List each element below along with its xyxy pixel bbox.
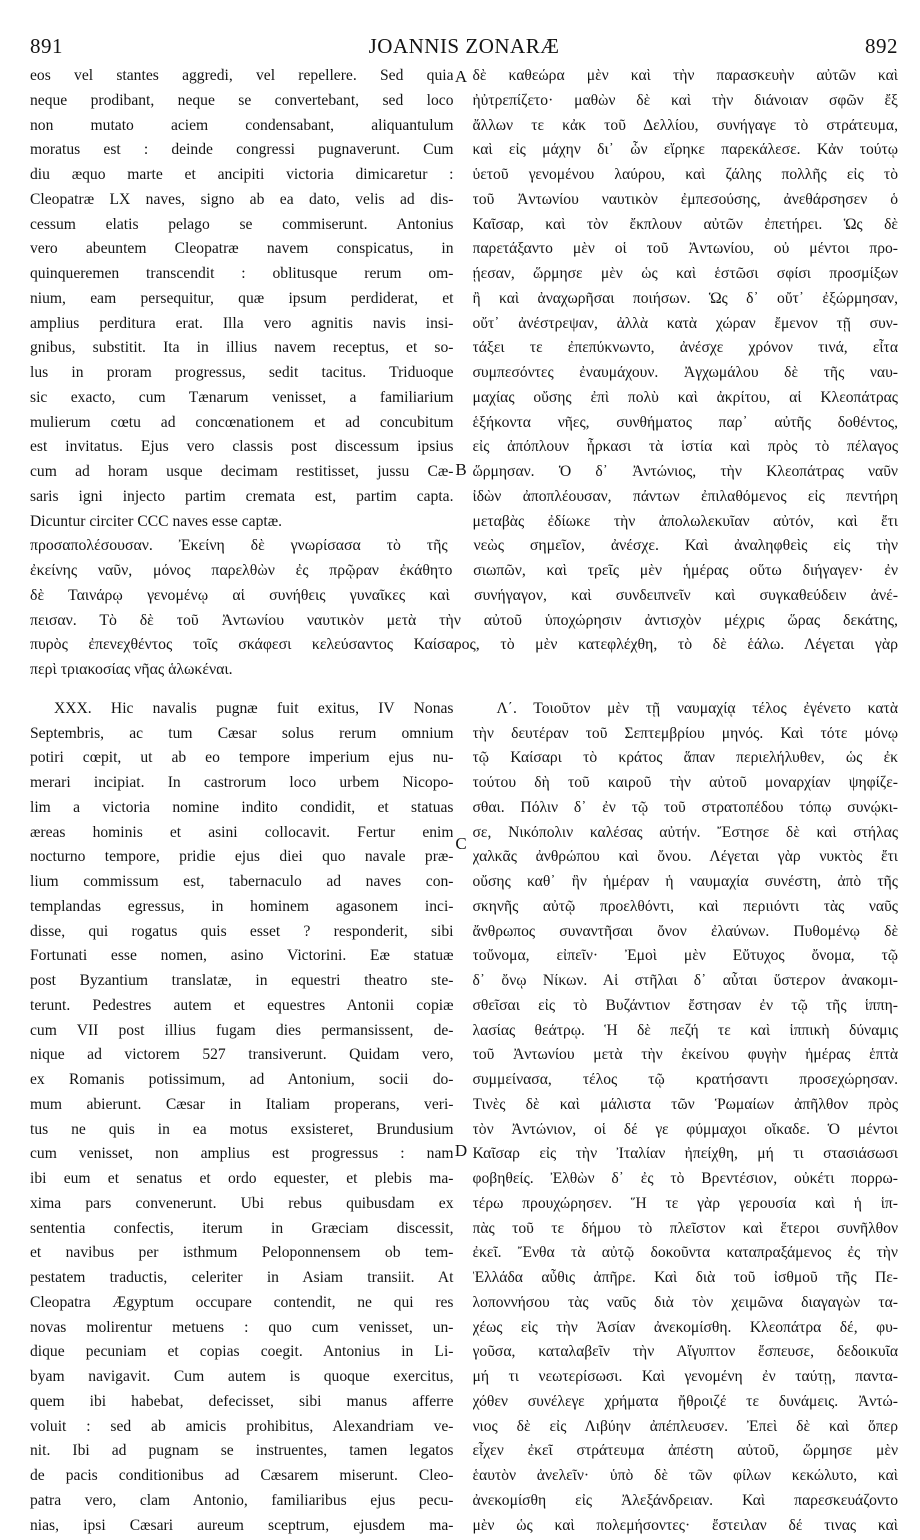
text-line: lim a victoria nomine indito condidit, et statuas xyxy=(30,798,454,816)
text-line: τέρω προυχώρησεν. Ἥ τε γὰρ γερουσία καὶ ἡ ἱπ- xyxy=(472,1194,898,1212)
text-line: de pacis conditionibus ad Cæsarem miserunt. Cleo- xyxy=(30,1467,454,1484)
text-line: xima pars convenerunt. Ubi rebus quibusdam ex xyxy=(30,1194,454,1212)
text-line: οὔτ᾽ ἀνέστρεψαν, ἀλλὰ κατὰ χώραν ἔμενον τῇ συν- xyxy=(472,314,898,332)
text-line: ἄλλων τε κἀκ τοῦ Δελλίου, συνήγαγε τὸ στράτευμα, xyxy=(472,116,898,134)
text-line: τοὔνομα, εἰπεῖν· Ἐμοὶ μὲν Εὔτυχος ὄνομα, τῷ xyxy=(472,947,898,965)
text-line: ibi eum et senatus et ordo equester, et plebis ma- xyxy=(30,1170,454,1187)
text-line: ἐκεῖ. Ἔνθα τὰ αὐτῷ δοκοῦντα καταπραξάμενος ἐς τὴν xyxy=(472,1244,898,1262)
text-line: neque prodibant, neque se convertebant, sed loco xyxy=(30,91,454,109)
text-line: σκηνῆς αὐτῷ προελθόντι, καὶ περιιόντι τὰς ναῦς xyxy=(472,897,898,915)
text-line: μή τι νεωτερίσωσι. Καὶ γενομένη ἐν ταύτῃ, παντα- xyxy=(472,1368,898,1385)
text-line: Τινὲς δὲ καὶ μάλιστα τῶν Ῥωμαίων ἀπῆλθον πρὸς xyxy=(472,1095,898,1113)
text-line: lium commissum est, tabernaculo ad naves con- xyxy=(30,873,454,890)
text-line: æreas hominis et asini collocavit. Fertur enim xyxy=(30,823,454,841)
margin-letter-c: C xyxy=(453,834,469,854)
text-line: ὑετοῦ γενομένου λαύρου, καὶ ζάλης πολλῆς εἰς τὸ xyxy=(472,166,898,183)
running-head xyxy=(30,34,898,66)
text-line: ἑαυτὸν ἀνελεῖν· ὑπὸ δὲ τῶν φίλων κεκώλυτο, καὶ xyxy=(472,1467,898,1484)
text-line: sic exacto, cum Tænarum venisset, a familiarium xyxy=(30,388,454,406)
text-line: Dicuntur circiter CCC naves esse captæ. xyxy=(30,512,283,530)
text-line: patra vero, clam Antonio, familiaribus ejus pecu- xyxy=(30,1491,454,1509)
text-line: nocturno tempore, pridie ejus diei quo navale præ- xyxy=(30,848,454,866)
text-line: mulierum cœtu ad concœnationem et ad concubitum xyxy=(30,413,454,431)
text-line: πὰς τοῦ τε δήμου τὸ πλεῖστον καὶ ἕτεροι συνῆλθον xyxy=(472,1219,898,1237)
text-line: saris igni injecto partim cremata est, partim capta. xyxy=(30,487,454,505)
text-line: εἰς ἀπόπλουν ἦρκασι τὰ ἱστία καὶ πρὸς τὸ πέλαγος xyxy=(472,438,898,456)
text-line: καὶ εἰς μάχην δι᾽ ὧν εἴρηκε παρεκάλεσε. Κἀν τούτῳ xyxy=(472,141,898,159)
latin-column xyxy=(30,64,454,534)
text-line: λασίας θεάτρῳ. Ἡ δὲ πεζή τε καὶ ἱππικὴ δύναμις xyxy=(472,1021,898,1039)
text-line: Cleopatra Ægyptum occupare contendit, ne qui res xyxy=(30,1293,454,1311)
text-line: voluit : sed ab amicis prohibitus, Alexandriam ve- xyxy=(30,1417,454,1435)
text-line: pestatem traductis, celeriter in Asiam transiit. At xyxy=(30,1269,454,1286)
text-line: est invitatus. Ejus vero classis post discessum ipsius xyxy=(30,438,454,456)
text-line: cum venisset, non amplius est progressus : nam xyxy=(30,1145,454,1163)
margin-letter-d: D xyxy=(454,1140,468,1160)
text-line: συμπεσόντες ἐναυμάχουν. Ἀγχωμάλου δὲ τῆς ναυ- xyxy=(472,364,898,381)
section2-columns xyxy=(30,697,898,1539)
text-line: φοβηθείς. Ἐλθὼν δ᾽ ἐς τὸ Βρεντέσιον, οὐκέτι πορρω- xyxy=(472,1170,898,1187)
text-line: τῷ Καίσαρι τὸ κράτος ἅπαν περιελήλυθεν, ὡς ἐκ xyxy=(472,749,898,767)
text-line: νιος δὲ εἰς Λιβύην ἀπέπλευσεν. Ἐπεὶ δὲ καὶ ὅπερ xyxy=(472,1417,898,1435)
text-line: μεταβὰς ἐδίωκε τὴν ἀπολωλεκυῖαν αὐτόν, καὶ ἔτι xyxy=(472,512,898,530)
text-line: χαλκᾶς ἀνθρώπου καὶ ὄνου. Λέγεται γὰρ νυκτὸς ἔτι xyxy=(472,848,898,866)
text-line: mum abierunt. Cæsar in Italiam properans, veri- xyxy=(30,1095,454,1113)
text-line: XXX. Hic navalis pugnæ fuit exitus, IV Nonas xyxy=(54,699,454,717)
text-line: ἄνθρωπος συναντῆσαι ὄνον ἐλαύνων. Πυθομένῳ δὲ xyxy=(472,922,898,940)
text-line: πεισαν. Τὸ δὲ τοῦ Ἀντωνίου ναυτικὸν μετὰ τὴν αὐτοῦ ὑποχώρησιν ἀντισχὸν μέχρις ὥρας δεκάτης, xyxy=(30,611,898,629)
text-line: quem ibi habebat, defecisset, sibi manus afferre xyxy=(30,1392,454,1410)
text-line: cum ad horam usque decimam restitisset, jussu Cæ- xyxy=(30,463,454,480)
text-line: et navibus per isthmum Peloponnensem ob tem- xyxy=(30,1244,454,1262)
text-line: σε, Νικόπολιν καλέσας αὐτήν. Ἔστησε δὲ καὶ στήλας xyxy=(472,823,898,841)
greek-column xyxy=(473,64,899,534)
text-line: δὲ Ταινάρῳ γενομένῳ αἱ συνήθεις γυναῖκες καὶ συνήγαγον, καὶ συνδειπνεῖν καὶ συγκαθεύδειν ἀνέ- xyxy=(30,586,898,604)
text-line: τὴν δευτέραν τοῦ Σεπτεμβρίου μηνός. Καὶ τότε μόνῳ xyxy=(472,724,898,742)
text-line: sententia confectis, iterum in Græciam discessit, xyxy=(30,1219,454,1237)
text-line: novas molirentur metuens : quo cum venisset, un- xyxy=(30,1318,454,1336)
text-line: χέως εἰς τὴν Ἀσίαν ἀνεκομίσθη. Κλεοπάτρα δέ, φυ- xyxy=(472,1318,898,1336)
text-line: χόθεν συνέλεγε χρήματα ἤθροιζέ τε δυνάμεις. Ἀντώ- xyxy=(472,1392,898,1410)
text-line: terunt. Pedestres autem et equestres Antonii copiæ xyxy=(30,996,454,1014)
text-line: non mutato aciem condensabant, aliquantulum xyxy=(30,116,454,134)
text-line: moratus est : deinde congressi pugnaverunt. Cum xyxy=(30,141,454,159)
full-width-greek xyxy=(30,534,898,683)
text-line: μαχίας οὔσης ἐπὶ πολὺ καὶ ἀκρίτου, αἱ Κλεοπάτρας xyxy=(472,388,898,406)
text-line: συμμείνασα, τέλος τῷ κρατήσαντι προσεχώρησαν. xyxy=(472,1071,898,1088)
text-line: cessum elatis pelago se commiserunt. Antonius xyxy=(30,215,454,233)
text-line: Fortunati esse nomen, asino Victorini. Eæ statuæ xyxy=(30,947,454,965)
text-line: δ᾽ ὄνῳ Νίκων. Αἱ στῆλαι δ᾽ αὗται ὕστερον ἀνακομι- xyxy=(472,972,898,989)
text-line: amplius perditura erat. Illa vero agnitis navis insi- xyxy=(30,314,454,332)
text-line: τάξει τε ἐπεπύκνωντο, ἀνέσχε χρόνον τινά, εἶτα xyxy=(472,339,898,357)
text-line: τοῦ Ἀντωνίου μετὰ τὴν ἐκείνου φυγὴν ἡμέρας ἑπτὰ xyxy=(472,1046,898,1064)
margin-letter-b: B xyxy=(453,460,469,480)
text-line: Λ΄. Τοιοῦτον μὲν τῇ ναυμαχίᾳ τέλος ἐγένετο κατὰ xyxy=(496,699,898,717)
text-line: templandas egressus, in hominem agasonem inci- xyxy=(30,897,454,915)
text-line: dique pecuniam et copias coegit. Antonius in Li- xyxy=(30,1343,454,1361)
text-line: γοῦσα, καταλαβεῖν τὴν Αἴγυπτον ἔσπευσε, δεδοικυῖα xyxy=(472,1343,898,1361)
text-line: nit. Ibi ad pugnam se instruentes, tamen legatos xyxy=(30,1442,454,1460)
text-line: προσαπολέσουσαν. Ἐκείνη δὲ γνωρίσασα τὸ τῆς νεὼς σημεῖον, ἀνέσχε. Καὶ ἀναληφθεὶς εἰς τὴν xyxy=(30,537,898,555)
text-line: disse, qui rogatus quis esset ? responderit, sibi xyxy=(30,922,454,940)
text-line: ἐκείνης ναῦν, μόνος παρελθὼν ἐς πρῷραν ἐκάθητο σιωπῶν, καὶ τρεῖς μὲν ἡμέρας οὕτω διήγαγεν· ἐν xyxy=(30,562,898,579)
text-line: lus in proram progressus, sedit tacitus. Triduoque xyxy=(30,364,454,381)
text-line: Septembris, ac tum Cæsar solus rerum omnium xyxy=(30,724,454,742)
text-line: Καῖσαρ εἰς τὴν Ἰταλίαν ἠπείχθη, μή τι στασιάσωσι xyxy=(472,1145,898,1163)
section1-columns xyxy=(30,64,898,534)
text-line: quinqueremen transcendit : oblitusque rerum om- xyxy=(30,265,454,282)
text-line: gnibus, substitit. Ita in illius navem receptus, et so- xyxy=(30,339,454,357)
text-line: σθεῖσαι εἰς τὸ Βυζάντιον ἔστησαν ἐν τῷ τῆς ἱππη- xyxy=(472,996,898,1014)
text-line: τοῦ Ἀντωνίου ναυτικὸν ἐμπεσούσης, ἀνεθάρσησεν ὁ xyxy=(472,190,898,208)
text-line: εἶχεν ἐκεῖ στράτευμα ἀπέστη αὐτοῦ, ὥρμησε μὲν xyxy=(472,1442,898,1460)
text-line: vero abeuntem Cleopatræ navem conspicatus, in xyxy=(30,240,454,258)
text-line: ἠὐτρεπίζετο· μαθὼν δὲ καὶ τὴν διάνοιαν σφῶν ἔξ xyxy=(472,91,898,109)
text-line: ἑξήκοντα νῆες, συνθήματος παρ᾽ αὐτῆς δοθέντος, xyxy=(472,413,898,431)
text-line: nias, ipsi Cæsari aureum sceptrum, ejusdem ma- xyxy=(30,1516,454,1534)
running-title: JOANNIS ZONARÆ xyxy=(368,34,560,58)
text-line: cum VII post illius fugam dies permansissent, de- xyxy=(30,1021,454,1039)
text-line: Cleopatræ LX naves, signo ab ea dato, velis ad dis- xyxy=(30,190,454,208)
text-line: merari incipiat. In castrorum loco urbem Nicopo- xyxy=(30,774,454,791)
text-line: ῄεσαν, ὥρμησε μὲν ὡς καὶ ἑστῶσι σφίσι προσμίξων xyxy=(472,265,898,282)
text-line: τούτου δὴ τοῦ καιροῦ τὴν αὐτοῦ μοναρχίαν ψηφίζε- xyxy=(472,774,898,791)
text-line: περὶ τριακοσίας νῆας ἁλωκέναι. xyxy=(30,661,233,678)
latin-column xyxy=(30,697,454,1539)
text-line: μὲν ὡς καὶ πολεμήσοντες· ἔστειλαν δέ τινας καὶ xyxy=(472,1516,898,1534)
text-line: byam navigavit. Cum autem is quoque exercitus, xyxy=(30,1368,454,1385)
text-line: ἰδὼν ἀποπλέουσαν, πάντων ἐπιλαθόμενος εἰς πεντήρη xyxy=(472,487,898,505)
margin-letter-a: A xyxy=(454,67,468,86)
text-line: Καῖσαρ, καὶ τὸν ἔκπλουν αὐτῶν ἐπετήρει. Ὡς δὲ xyxy=(472,215,898,233)
text-line: post Byzantium translatæ, in equestri theatro ste- xyxy=(30,972,454,989)
text-line: nium, eam persequitur, quæ ipsum perdiderat, et xyxy=(30,289,454,307)
text-line: tus ne quis in ea motus exsisteret, Brundusium xyxy=(30,1120,454,1138)
page-number-right: 892 xyxy=(865,34,898,58)
text-line: ἢ καὶ ἀναχωρῆσαι ποιήσων. Ὡς δ᾽ οὔτ᾽ ἐξώρμησαν, xyxy=(472,289,898,307)
text-line: τὸν Ἀντώνιον, οἱ δέ γε φύμμαχοι οἴκαδε. Ὁ μέντοι xyxy=(472,1120,898,1138)
text-line: eos vel stantes aggredi, vel repellere. Sed quia xyxy=(30,67,454,84)
text-line: ex Romanis potissimum, ad Antonium, socii do- xyxy=(30,1071,454,1088)
text-line: ἀνεκομίσθη εἰς Ἀλεξάνδρειαν. Καὶ παρεσκευάζοντο xyxy=(472,1491,898,1509)
text-line: ὥρμησαν. Ὁ δ᾽ Ἀντώνιος, τὴν Κλεοπάτρας ναῦν xyxy=(472,463,898,480)
text-line: nique ad victorem 527 transiverunt. Quidam vero, xyxy=(30,1046,454,1064)
text-line: diu æquo marte et ancipiti victoria dimicaretur : xyxy=(30,166,454,183)
page-number-left: 891 xyxy=(30,34,63,58)
text-line: Ἑλλάδα αὖθις ἀπῆρε. Καὶ διὰ τοῦ ἰσθμοῦ τῆς Πε- xyxy=(472,1269,898,1286)
greek-column xyxy=(473,697,899,1539)
text-line: οὔσης καθ᾽ ἣν ἡμέραν ἡ ναυμαχία συνέστη, ἀπὸ τῆς xyxy=(472,873,898,890)
text-line: πυρὸς ἐπενεχθέντος τοῖς σκάφεσι κελεύσαντος Καίσαρος, τὸ μὲν κατεφλέχθη, τὸ δὲ ἑάλω. Λέγεται γὰρ xyxy=(30,636,898,654)
text-line: σθαι. Πόλιν δ᾽ ἐν τῷ τοῦ στρατοπέδου τόπῳ συνῴκι- xyxy=(472,798,898,816)
text-line: δὲ καθεώρα μὲν καὶ τὴν παρασκευὴν αὐτῶν καὶ xyxy=(472,67,898,84)
text-line: παρετάξαντο μὲν οἱ τοῦ Ἀντωνίου, οὐ μέντοι προ- xyxy=(472,240,898,258)
text-line: potiri cœpit, ut ab eo tempore imperium ejus nu- xyxy=(30,749,454,767)
text-line: λοποννήσου τὰς ναῦς διὰ τὸν χειμῶνα διαγαγὼν τα- xyxy=(472,1293,898,1311)
